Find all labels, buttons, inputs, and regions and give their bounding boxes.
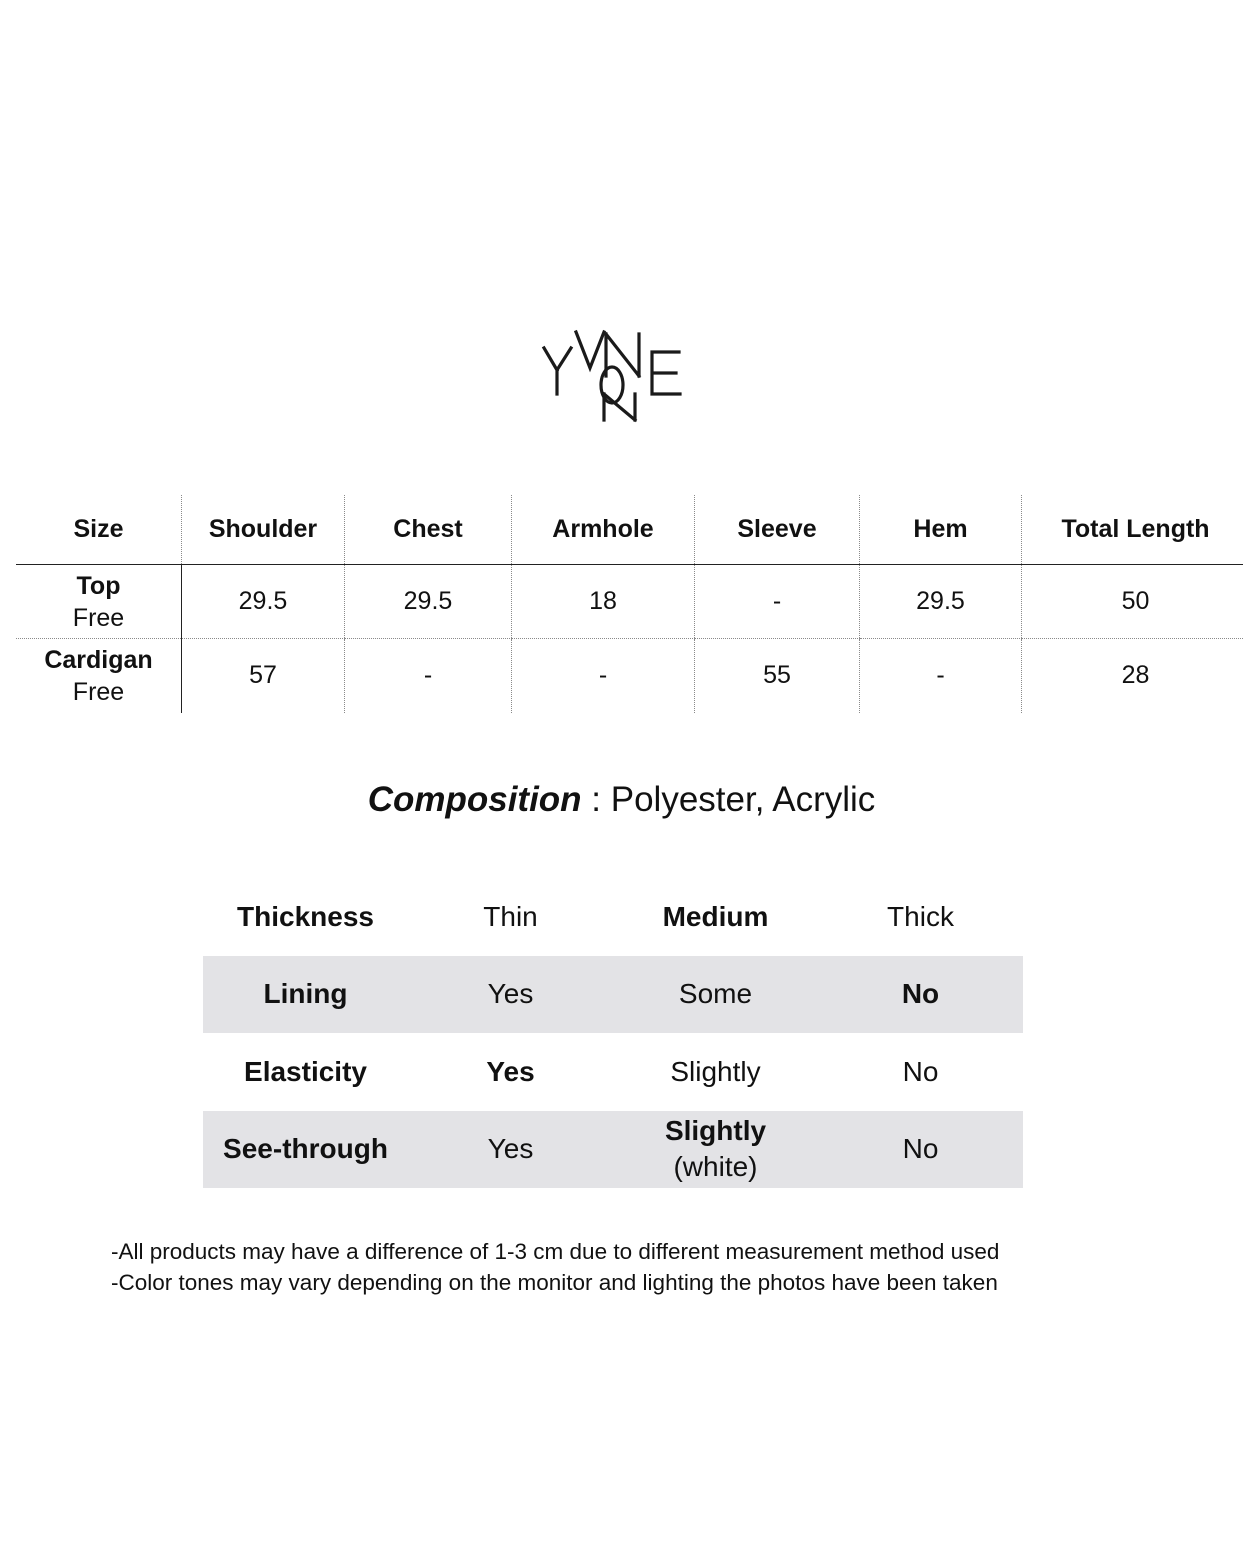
property-option: Slightly (670, 1055, 761, 1087)
property-option: No (818, 1111, 1023, 1189)
size-row-cardigan (16, 639, 1243, 713)
property-row-thickness (203, 878, 1023, 956)
composition-label: Composition (367, 780, 582, 819)
header-shoulder: Shoulder (182, 495, 345, 565)
header-chest: Chest (345, 495, 512, 565)
measurement-cell: 50 (1022, 565, 1243, 639)
header-size: Size (16, 495, 182, 565)
measurement-cell: - (512, 639, 695, 713)
measurement-cell: 29.5 (860, 565, 1022, 639)
property-option-selected: Slightly (664, 1115, 767, 1147)
brand-logo-mark (540, 328, 690, 428)
size-label-cell (16, 565, 182, 639)
property-option: No (902, 1055, 939, 1087)
measurement-cell: 28 (1022, 639, 1243, 713)
measurement-cell: 55 (695, 639, 860, 713)
property-option: Thick (887, 900, 954, 932)
property-option: Yes (408, 1111, 613, 1189)
measurement-cell: - (345, 639, 512, 713)
size-table-header (16, 495, 1243, 565)
header-hem: Hem (860, 495, 1022, 565)
property-option: Thin (483, 900, 538, 932)
size-label-cell (16, 639, 182, 713)
measurement-cell: 29.5 (345, 565, 512, 639)
property-label: Thickness (237, 900, 374, 932)
size-table (16, 495, 1243, 713)
header-total-length: Total Length (1022, 495, 1243, 565)
property-option-selected: Yes (486, 1055, 535, 1087)
property-option-selected: Medium (662, 900, 769, 932)
disclaimer-line: -All products may have a difference of 1-3 cm due to different measurement method used (111, 1239, 1000, 1264)
composition-line (0, 780, 1243, 820)
size-row-top (16, 565, 1243, 639)
disclaimer-line: -Color tones may vary depending on the monitor and lighting the photos have been taken (111, 1270, 998, 1295)
property-option: Some (613, 956, 818, 1034)
property-row-see-through (203, 1111, 1023, 1189)
brand-logo (540, 328, 690, 428)
property-label: See-through (203, 1111, 408, 1189)
property-option: Yes (408, 956, 613, 1034)
size-type: Free (72, 603, 125, 632)
header-armhole: Armhole (512, 495, 695, 565)
fabric-properties-table (203, 878, 1023, 1188)
measurement-cell: 29.5 (182, 565, 345, 639)
property-row-elasticity (203, 1033, 1023, 1111)
measurement-cell: - (860, 639, 1022, 713)
measurement-cell: 57 (182, 639, 345, 713)
property-option-selected: No (818, 956, 1023, 1034)
property-label: Lining (203, 956, 408, 1034)
header-sleeve: Sleeve (695, 495, 860, 565)
composition-separator: : (581, 780, 611, 819)
property-option-selected-cell (613, 1111, 818, 1189)
measurement-cell: 18 (512, 565, 695, 639)
composition-value: Polyester, Acrylic (610, 780, 876, 819)
size-name: Cardigan (44, 645, 153, 674)
property-option-note: (white) (673, 1151, 758, 1183)
size-type: Free (72, 677, 125, 706)
disclaimer-notes (111, 1236, 999, 1298)
property-row-lining (203, 956, 1023, 1034)
property-label: Elasticity (244, 1055, 367, 1087)
measurement-cell: - (695, 565, 860, 639)
size-name: Top (76, 571, 121, 600)
